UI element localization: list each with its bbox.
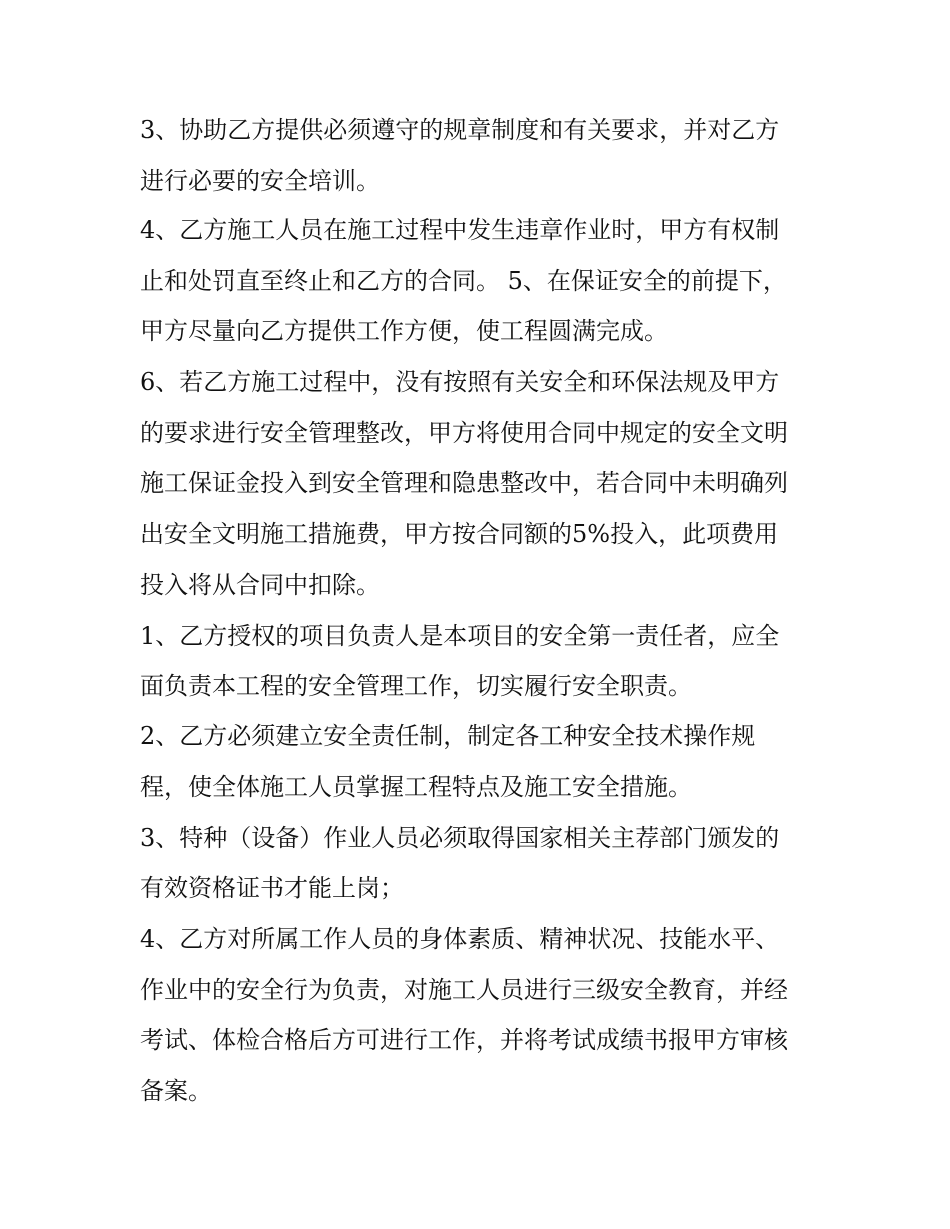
- text-line: 备案。: [140, 1077, 212, 1105]
- text-line: 投入将从合同中扣除。: [140, 571, 380, 599]
- text-line: 施工保证金投入到安全管理和隐患整改中，若合同中未明确列: [140, 469, 788, 497]
- text-line: 6、若乙方施工过程中，没有按照有关安全和环保法规及甲方: [140, 368, 780, 396]
- text-line: 考试、体检合格后方可进行工作，并将考试成绩书报甲方审核: [140, 1026, 788, 1054]
- text-line: 出安全文明施工措施费，甲方按合同额的5%投入，此项费用: [140, 520, 779, 548]
- text-line: 进行必要的安全培训。: [140, 167, 380, 195]
- text-line: 2、乙方必须建立安全责任制，制定各工种安全技术操作规: [140, 722, 756, 750]
- text-line: 的要求进行安全管理整改，甲方将使用合同中规定的安全文明: [140, 419, 788, 447]
- text-line: 3、特种（设备）作业人员必须取得国家相关主荐部门颁发的: [140, 824, 780, 852]
- text-line: 有效资格证书才能上岗；: [140, 874, 404, 902]
- text-line: 作业中的安全行为负责，对施工人员进行三级安全教育，并经: [140, 976, 788, 1004]
- text-line: 1、乙方授权的项目负责人是本项目的安全第一责任者，应全: [140, 622, 780, 650]
- text-line: 4、乙方施工人员在施工过程中发生违章作业时，甲方有权制: [140, 216, 780, 244]
- text-line: 止和处罚直至终止和乙方的合同。 5、在保证安全的前提下，: [140, 267, 787, 295]
- text-line: 3、协助乙方提供必须遵守的规章制度和有关要求，并对乙方: [140, 116, 780, 144]
- text-line: 面负责本工程的安全管理工作，切实履行安全职责。: [140, 672, 692, 700]
- text-line: 程，使全体施工人员掌握工程特点及施工安全措施。: [140, 773, 692, 801]
- text-line: 4、乙方对所属工作人员的身体素质、精神状况、技能水平、: [140, 925, 780, 953]
- text-line: 甲方尽量向乙方提供工作方便，使工程圆满完成。: [140, 317, 668, 345]
